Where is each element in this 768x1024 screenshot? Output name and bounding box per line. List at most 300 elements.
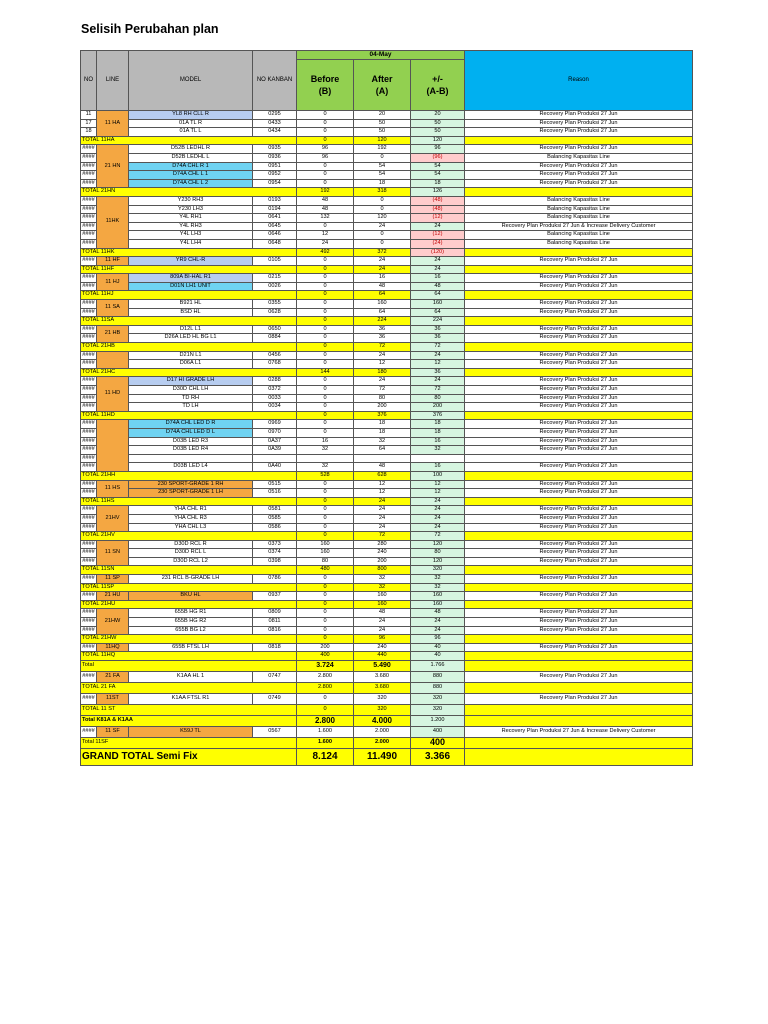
after-value: 372 [354, 248, 411, 257]
before-value: 0 [297, 171, 354, 180]
before-value: 0 [297, 403, 354, 412]
line-cell: 11 SN [97, 540, 129, 566]
after-value: 2.000 [354, 727, 411, 738]
total-label: Total 11SF [81, 738, 297, 749]
data-row [81, 428, 693, 437]
before-value: 200 [297, 643, 354, 652]
data-row [81, 549, 693, 558]
after-value: 11.490 [354, 749, 411, 766]
diff-value: 224 [411, 317, 465, 326]
before-value: 0 [297, 618, 354, 627]
after-value: 0 [354, 205, 411, 214]
reason-cell [465, 749, 693, 766]
row-number: #### [81, 506, 97, 515]
row-number: #### [81, 377, 97, 386]
model-cell: D26A LED HL BG L1 [129, 334, 253, 343]
before-value: 0 [297, 480, 354, 489]
total-label: TOTAL 11SN [81, 566, 297, 575]
reason-cell: Recovery Plan Produksi 27 Jun [465, 128, 693, 137]
before-value: 160 [297, 549, 354, 558]
data-row [81, 463, 693, 472]
model-cell: D30D RCL L2 [129, 557, 253, 566]
before-value: 0 [297, 420, 354, 429]
before-value: 0 [297, 592, 354, 601]
before-value: 1.600 [297, 727, 354, 738]
reason-cell [465, 661, 693, 672]
kanban-cell: 0581 [253, 506, 297, 515]
kanban-cell: 0749 [253, 694, 297, 705]
after-value: 3.680 [354, 672, 411, 683]
total-row [81, 497, 693, 506]
model-cell: YHA CHL L3 [129, 523, 253, 532]
line-cell: 21HW [97, 609, 129, 635]
data-row [81, 231, 693, 240]
reason-cell: Recovery Plan Produksi 27 Jun & Increase Delivery Customer [465, 222, 693, 231]
diff-value: 160 [411, 592, 465, 601]
after-value: 192 [354, 145, 411, 154]
after-value: 24 [354, 257, 411, 266]
model-cell: 230 SPORT-GRADE 1 LH [129, 489, 253, 498]
line-cell: 21 HN [97, 145, 129, 188]
reason-cell: Balancing Kapasitas Line [465, 239, 693, 248]
model-cell: D17 HI GRADE LH [129, 377, 253, 386]
before-value: 2.800 [297, 672, 354, 683]
model-cell: D03B LED R4 [129, 446, 253, 455]
before-value: 48 [297, 196, 354, 205]
kanban-cell: 0516 [253, 489, 297, 498]
reason-cell [465, 716, 693, 727]
after-value: 280 [354, 540, 411, 549]
after-value: 0 [354, 196, 411, 205]
after-value: 24 [354, 626, 411, 635]
kanban-cell: 0194 [253, 205, 297, 214]
after-value: 120 [354, 136, 411, 145]
before-value: 0 [297, 334, 354, 343]
reason-cell: Recovery Plan Produksi 27 Jun [465, 274, 693, 283]
row-number: #### [81, 626, 97, 635]
data-row [81, 257, 693, 266]
kanban-cell: 0952 [253, 171, 297, 180]
total-label: TOTAL 11HK [81, 248, 297, 257]
after-value: 36 [354, 334, 411, 343]
diff-value: 32 [411, 575, 465, 584]
kanban-cell: 0954 [253, 179, 297, 188]
kanban-cell: 0641 [253, 214, 297, 223]
kanban-cell: 0811 [253, 618, 297, 627]
after-value: 20 [354, 111, 411, 120]
model-cell [129, 454, 253, 463]
data-row [81, 119, 693, 128]
reason-cell: Recovery Plan Produksi 27 Jun [465, 609, 693, 618]
after-value: 0 [354, 231, 411, 240]
after-value: 72 [354, 343, 411, 352]
reason-cell [465, 635, 693, 644]
after-value: 160 [354, 600, 411, 609]
model-cell: Y4L RH1 [129, 214, 253, 223]
total-row [81, 716, 693, 727]
total-row [81, 136, 693, 145]
kanban-cell: 0747 [253, 672, 297, 683]
row-number: #### [81, 196, 97, 205]
reason-cell [465, 343, 693, 352]
after-value: 50 [354, 119, 411, 128]
total-label: Total [81, 661, 297, 672]
diff-value: 16 [411, 437, 465, 446]
after-value: 240 [354, 643, 411, 652]
reason-cell: Recovery Plan Produksi 27 Jun [465, 514, 693, 523]
reason-cell: Recovery Plan Produksi 27 Jun [465, 111, 693, 120]
col-no-header: NO [81, 51, 97, 111]
before-value: 16 [297, 437, 354, 446]
before-value: 0 [297, 360, 354, 369]
reason-cell: Recovery Plan Produksi 27 Jun [465, 523, 693, 532]
line-cell [97, 420, 129, 472]
reason-cell [465, 583, 693, 592]
line-cell: 11HQ [97, 643, 129, 652]
before-value: 32 [297, 446, 354, 455]
col-diff-header: +/- (A-B) [411, 60, 465, 111]
reason-cell: Recovery Plan Produksi 27 Jun & Increase Delivery Customer [465, 727, 693, 738]
row-number: #### [81, 540, 97, 549]
diff-value: (48) [411, 205, 465, 214]
after-value: 18 [354, 428, 411, 437]
total-label: TOTAL 11SA [81, 317, 297, 326]
model-cell: D74A CHL LED D L [129, 428, 253, 437]
row-number: #### [81, 394, 97, 403]
before-value: 0 [297, 506, 354, 515]
reason-cell: Balancing Kapasitas Line [465, 214, 693, 223]
reason-cell: Recovery Plan Produksi 27 Jun [465, 489, 693, 498]
row-number: #### [81, 575, 97, 584]
after-value: 12 [354, 489, 411, 498]
model-cell: D30D RCL L [129, 549, 253, 558]
model-cell: Y4L LH4 [129, 239, 253, 248]
row-number: #### [81, 222, 97, 231]
before-value: 0 [297, 257, 354, 266]
model-cell: D01N LH1 UNIT [129, 282, 253, 291]
grand-total-label: GRAND TOTAL Semi Fix [81, 749, 297, 766]
model-cell: D30D CHL LH [129, 386, 253, 395]
before-value: 0 [297, 111, 354, 120]
row-number: #### [81, 282, 97, 291]
kanban-cell: 0433 [253, 119, 297, 128]
diff-value: (24) [411, 239, 465, 248]
line-cell: 11ST [97, 694, 129, 705]
before-value: 1.600 [297, 738, 354, 749]
after-value: 96 [354, 635, 411, 644]
reason-cell: Recovery Plan Produksi 27 Jun [465, 694, 693, 705]
data-row [81, 377, 693, 386]
diff-value: 24 [411, 514, 465, 523]
after-value: 200 [354, 557, 411, 566]
model-cell: TD RH [129, 394, 253, 403]
before-value: 80 [297, 557, 354, 566]
reason-cell [465, 532, 693, 541]
reason-cell: Recovery Plan Produksi 27 Jun [465, 257, 693, 266]
row-number: #### [81, 179, 97, 188]
reason-cell [465, 188, 693, 197]
kanban-cell: 0969 [253, 420, 297, 429]
diff-value: 24 [411, 351, 465, 360]
reason-cell: Recovery Plan Produksi 27 Jun [465, 643, 693, 652]
diff-value: 400 [411, 738, 465, 749]
row-number: #### [81, 145, 97, 154]
reason-cell: Recovery Plan Produksi 27 Jun [465, 179, 693, 188]
after-value: 628 [354, 471, 411, 480]
reason-cell [465, 454, 693, 463]
total-label: TOTAL 11HD [81, 411, 297, 420]
kanban-cell: 0434 [253, 128, 297, 137]
total-label: TOTAL 21HB [81, 343, 297, 352]
data-row [81, 403, 693, 412]
model-cell: D03B LED L4 [129, 463, 253, 472]
before-value: 0 [297, 609, 354, 618]
reason-cell: Recovery Plan Produksi 27 Jun [465, 334, 693, 343]
diff-value: 20 [411, 111, 465, 120]
kanban-cell: 0935 [253, 145, 297, 154]
kanban-cell: 0398 [253, 557, 297, 566]
col-line-header: LINE [97, 51, 129, 111]
after-value: 240 [354, 549, 411, 558]
reason-cell: Recovery Plan Produksi 27 Jun [465, 300, 693, 309]
reason-cell: Recovery Plan Produksi 27 Jun [465, 575, 693, 584]
total-row [81, 705, 693, 716]
diff-value: 880 [411, 672, 465, 683]
kanban-cell: 0515 [253, 480, 297, 489]
model-cell: D74A CHL L 1 [129, 171, 253, 180]
diff-value: 880 [411, 683, 465, 694]
total-row [81, 661, 693, 672]
line-cell: 11HK [97, 196, 129, 248]
model-cell: 655B FTSL LH [129, 643, 253, 652]
col-kanban-header: NO KANBAN [253, 51, 297, 111]
before-value: 0 [297, 635, 354, 644]
kanban-cell: 0768 [253, 360, 297, 369]
data-row [81, 437, 693, 446]
before-value: 0 [297, 394, 354, 403]
after-value: 3.680 [354, 683, 411, 694]
diff-value: (96) [411, 153, 465, 162]
after-value: 318 [354, 188, 411, 197]
diff-value: 96 [411, 145, 465, 154]
row-number: #### [81, 454, 97, 463]
kanban-cell: 0586 [253, 523, 297, 532]
after-value: 32 [354, 583, 411, 592]
row-number: #### [81, 325, 97, 334]
model-cell: D06A L1 [129, 360, 253, 369]
kanban-cell: 0295 [253, 111, 297, 120]
model-cell: B921 HL [129, 300, 253, 309]
line-cell: 21HV [97, 506, 129, 532]
diff-value: 48 [411, 609, 465, 618]
data-row [81, 727, 693, 738]
before-value: 0 [297, 411, 354, 420]
reason-cell: Recovery Plan Produksi 27 Jun [465, 672, 693, 683]
total-label: TOTAL 21HN [81, 188, 297, 197]
reason-cell [465, 683, 693, 694]
kanban-cell: 0648 [253, 239, 297, 248]
row-number: #### [81, 334, 97, 343]
after-value: 72 [354, 386, 411, 395]
data-row [81, 111, 693, 120]
total-row [81, 411, 693, 420]
before-value: 0 [297, 343, 354, 352]
kanban-cell: 0215 [253, 274, 297, 283]
kanban-cell: 0355 [253, 300, 297, 309]
reason-cell [465, 471, 693, 480]
data-row [81, 205, 693, 214]
col-before-header: Before (B) [297, 60, 354, 111]
after-value: 0 [354, 239, 411, 248]
diff-value: 160 [411, 300, 465, 309]
row-number: #### [81, 609, 97, 618]
line-cell: 11 HA [97, 111, 129, 137]
row-number: #### [81, 171, 97, 180]
row-number: #### [81, 428, 97, 437]
before-value: 3.724 [297, 661, 354, 672]
kanban-cell: 0567 [253, 727, 297, 738]
before-value: 0 [297, 575, 354, 584]
model-cell: Y230 RH3 [129, 196, 253, 205]
model-cell: TD LH [129, 403, 253, 412]
diff-value: 40 [411, 652, 465, 661]
data-row [81, 575, 693, 584]
diff-value: 12 [411, 360, 465, 369]
reason-cell: Recovery Plan Produksi 27 Jun [465, 282, 693, 291]
after-value: 160 [354, 592, 411, 601]
reason-cell: Recovery Plan Produksi 27 Jun [465, 394, 693, 403]
reason-cell: Recovery Plan Produksi 27 Jun [465, 351, 693, 360]
reason-cell [465, 368, 693, 377]
kanban-cell: 0374 [253, 549, 297, 558]
row-number: #### [81, 480, 97, 489]
reason-cell: Recovery Plan Produksi 27 Jun [465, 592, 693, 601]
data-row [81, 514, 693, 523]
row-number: #### [81, 308, 97, 317]
kanban-cell: 0645 [253, 222, 297, 231]
reason-cell: Recovery Plan Produksi 27 Jun [465, 145, 693, 154]
reason-cell: Recovery Plan Produksi 27 Jun [465, 446, 693, 455]
row-number: #### [81, 618, 97, 627]
data-row [81, 153, 693, 162]
row-number: #### [81, 274, 97, 283]
after-value: 24 [354, 514, 411, 523]
after-value: 18 [354, 179, 411, 188]
diff-value: 80 [411, 394, 465, 403]
after-value: 224 [354, 317, 411, 326]
diff-value: 80 [411, 549, 465, 558]
before-value: 0 [297, 351, 354, 360]
before-value: 480 [297, 566, 354, 575]
model-cell: D30D RCL R [129, 540, 253, 549]
kanban-cell: 0818 [253, 643, 297, 652]
data-row [81, 454, 693, 463]
row-number: 17 [81, 119, 97, 128]
model-cell: YHA CHL R1 [129, 506, 253, 515]
diff-value: 160 [411, 600, 465, 609]
after-value: 36 [354, 325, 411, 334]
reason-cell: Recovery Plan Produksi 27 Jun [465, 428, 693, 437]
total-row [81, 738, 693, 749]
grand-total-row [81, 749, 693, 766]
line-cell: 11 HD [97, 377, 129, 411]
total-row [81, 248, 693, 257]
reason-cell: Recovery Plan Produksi 27 Jun [465, 377, 693, 386]
after-value: 48 [354, 463, 411, 472]
data-row [81, 274, 693, 283]
before-value: 0 [297, 325, 354, 334]
row-number: #### [81, 446, 97, 455]
row-number: #### [81, 214, 97, 223]
data-row [81, 128, 693, 137]
after-value: 48 [354, 609, 411, 618]
after-value: 376 [354, 411, 411, 420]
data-row [81, 626, 693, 635]
diff-value: 24 [411, 523, 465, 532]
before-value: 400 [297, 652, 354, 661]
data-row [81, 480, 693, 489]
reason-cell: Recovery Plan Produksi 27 Jun [465, 403, 693, 412]
diff-value: 12 [411, 489, 465, 498]
before-value: 0 [297, 119, 354, 128]
diff-value: 1.766 [411, 661, 465, 672]
total-row [81, 471, 693, 480]
before-value: 2.800 [297, 716, 354, 727]
before-value: 0 [297, 274, 354, 283]
diff-value: 120 [411, 557, 465, 566]
total-label: TOTAL 21HH [81, 471, 297, 480]
reason-cell [465, 705, 693, 716]
total-row [81, 368, 693, 377]
data-row [81, 162, 693, 171]
diff-value [411, 454, 465, 463]
total-label: TOTAL 11SP [81, 583, 297, 592]
after-value: 12 [354, 360, 411, 369]
model-cell: 809A BI-HAL R1 [129, 274, 253, 283]
row-number: #### [81, 463, 97, 472]
data-row [81, 394, 693, 403]
before-value: 0 [297, 428, 354, 437]
before-value: 0 [297, 317, 354, 326]
before-value: 0 [297, 489, 354, 498]
plan-change-table [80, 50, 693, 766]
kanban-cell: 0937 [253, 592, 297, 601]
after-value: 180 [354, 368, 411, 377]
after-value: 18 [354, 420, 411, 429]
row-number: #### [81, 153, 97, 162]
after-value: 48 [354, 282, 411, 291]
data-row [81, 446, 693, 455]
data-row [81, 609, 693, 618]
reason-cell: Recovery Plan Produksi 27 Jun [465, 325, 693, 334]
diff-value: 400 [411, 727, 465, 738]
total-label: TOTAL 21HV [81, 532, 297, 541]
reason-cell: Recovery Plan Produksi 27 Jun [465, 437, 693, 446]
reason-cell: Recovery Plan Produksi 27 Jun [465, 626, 693, 635]
before-value: 0 [297, 222, 354, 231]
kanban-cell: 0026 [253, 282, 297, 291]
total-row [81, 635, 693, 644]
data-row [81, 386, 693, 395]
after-value: 24 [354, 506, 411, 515]
before-value: 528 [297, 471, 354, 480]
model-cell: 655B HG R1 [129, 609, 253, 618]
before-value: 132 [297, 214, 354, 223]
model-cell: D21N L1 [129, 351, 253, 360]
after-value: 24 [354, 222, 411, 231]
row-number: 18 [81, 128, 97, 137]
kanban-cell: 0193 [253, 196, 297, 205]
